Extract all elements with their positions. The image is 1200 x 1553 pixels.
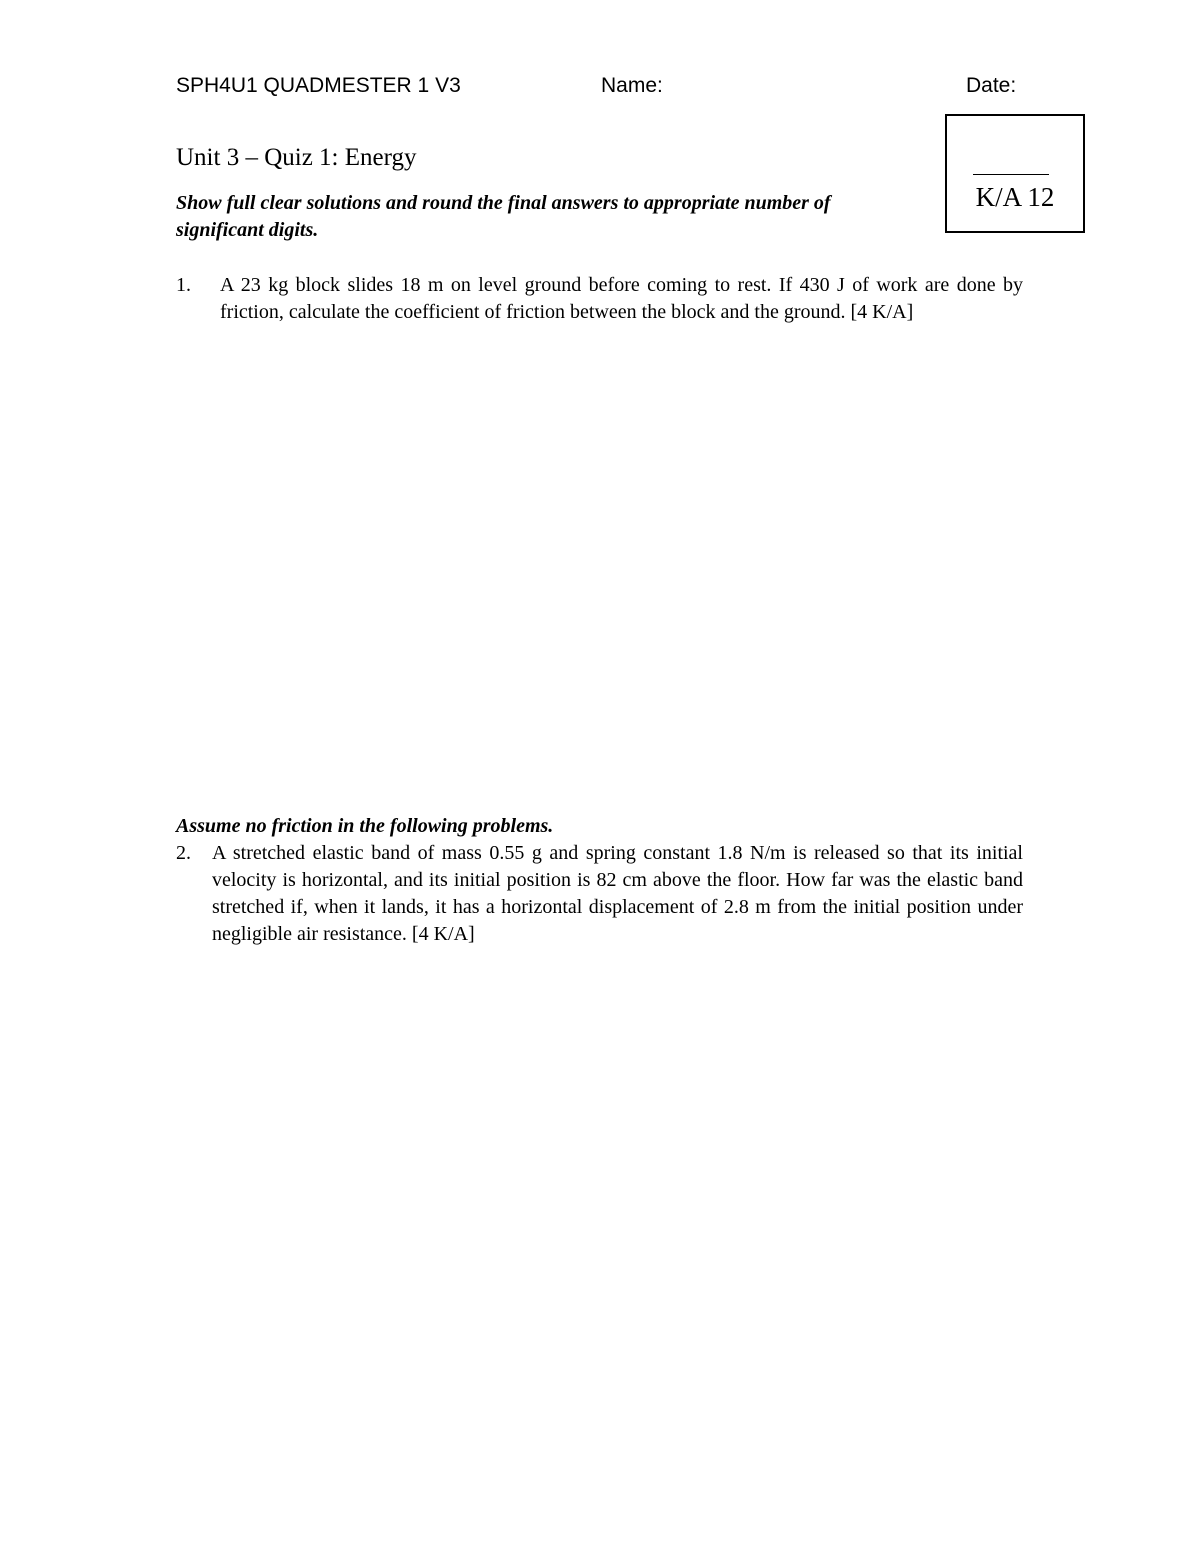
question-2 xyxy=(176,840,1023,948)
question-text: A 23 kg block slides 18 m on level ground before coming to rest. If 430 J of work are done by friction, calculate the coefficient of friction between the block and the ground. [4 K/A] xyxy=(220,274,1023,323)
question-number: 2. xyxy=(176,842,191,864)
question-1 xyxy=(176,272,1023,326)
quiz-title: Unit 3 – Quiz 1: Energy xyxy=(176,144,417,171)
instructions: Show full clear solutions and round the final answers to appropriate number of significant digits. xyxy=(176,192,831,241)
question-text: A stretched elastic band of mass 0.55 g and spring constant 1.8 N/m is released so that its initial velocity is horizontal, and its initial position is 82 cm above the floor. How far was the elastic band stretched if, when it lands, it has a horizontal displacement of 2.8 m from the initial position under negligible air resistance. [4 K/A] xyxy=(212,842,1023,945)
section-note: Assume no friction in the following problems. xyxy=(176,815,554,837)
score-blank-line xyxy=(973,174,1049,175)
question-number: 1. xyxy=(176,274,191,296)
score-label: K/A 12 xyxy=(975,182,1055,212)
score-box xyxy=(945,114,1085,233)
name-label: Name: xyxy=(601,74,663,97)
date-label: Date: xyxy=(966,74,1017,97)
course-code: SPH4U1 QUADMESTER 1 V3 xyxy=(176,74,461,97)
